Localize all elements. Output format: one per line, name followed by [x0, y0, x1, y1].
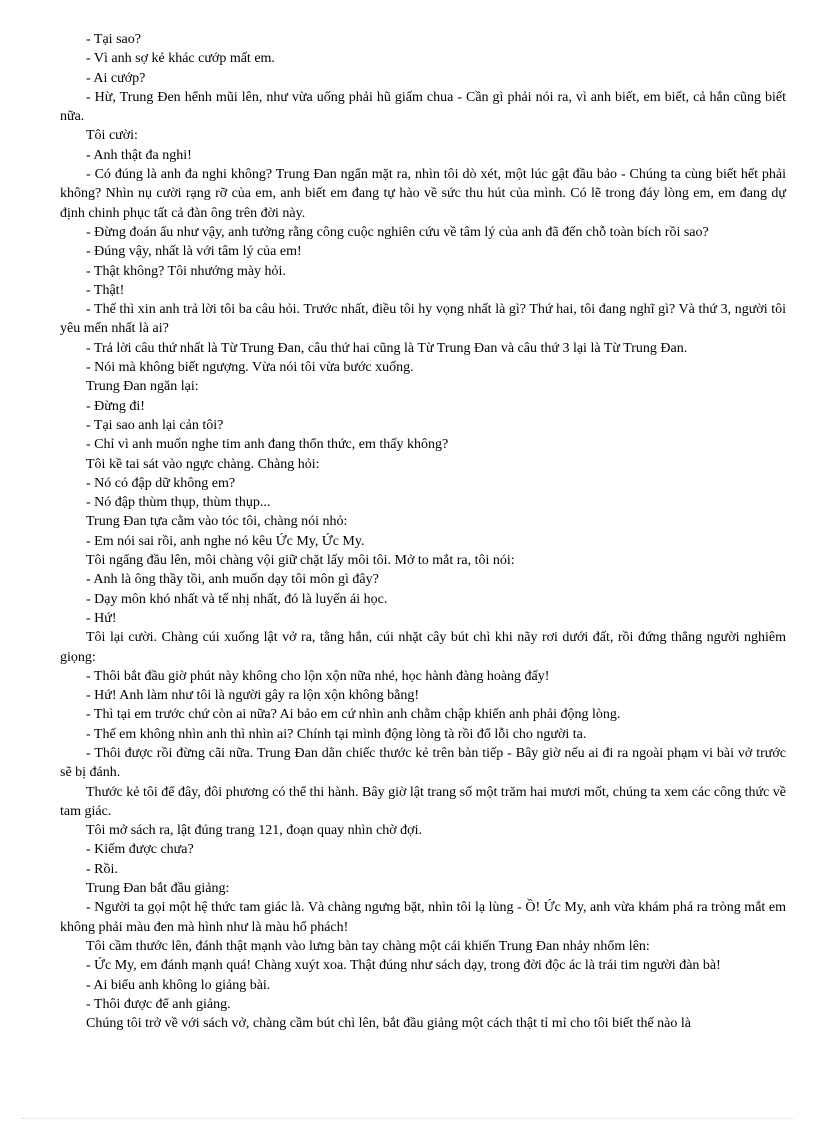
- paragraph: Thước kẻ tôi để đây, đôi phương có thể thi hành. Bây giờ lật trang số một trăm hai mươi mốt, chúng ta xem các công thức về tam giác.: [60, 784, 786, 819]
- paragraph: - Hừ, Trung Đen hểnh mũi lên, như vừa uống phải hũ giấm chua - Cần gì phải nói ra, vì anh biết, em biết, cả hắn cũng biết nữa.: [60, 89, 786, 125]
- paragraph: - Trả lời câu thứ nhất là Từ Trung Đan, câu thứ hai cũng là Từ Trung Đan và câu thứ 3 lại là Từ Trung Đan.: [86, 340, 688, 356]
- paragraph: - Thôi được để anh giảng.: [86, 996, 231, 1012]
- paragraph: - Thôi bắt đầu giờ phút này không cho lộn xộn nữa nhé, học hành đàng hoàng đấy!: [86, 668, 550, 684]
- paragraph: - Chỉ vì anh muốn nghe tim anh đang thổn thức, em thấy không?: [86, 437, 449, 453]
- paragraph: - Anh là ông thầy tồi, anh muốn dạy tôi môn gì đây?: [86, 572, 379, 588]
- paragraph: - Nó đập thùm thụp, thùm thụp...: [86, 495, 271, 511]
- paragraph: - Ai biểu anh không lo giảng bài.: [86, 977, 271, 993]
- paragraph: - Thì tại em trước chứ còn ai nữa? Ai bảo em cứ nhìn anh chằm chập khiến anh phải động lòng.: [86, 707, 621, 723]
- paragraph: Trung Đan tựa cằm vào tóc tôi, chàng nói nhỏ:: [86, 514, 348, 530]
- paragraph: Tôi cười:: [86, 128, 138, 144]
- paragraph: Tôi kề tai sát vào ngực chàng. Chàng hỏi:: [86, 456, 320, 472]
- paragraph: - Anh thật đa nghi!: [86, 147, 192, 163]
- paragraph: - Hứ!: [86, 610, 117, 626]
- paragraph: - Đúng vậy, nhất là với tâm lý của em!: [86, 244, 302, 260]
- paragraph: - Thế em không nhìn anh thì nhìn ai? Chính tại mình động lòng tà rồi đổ lỗi cho người ta.: [86, 726, 587, 742]
- paragraph: - Đừng đoán ẩu như vậy, anh tưởng rằng công cuộc nghiên cứu về tâm lý của anh đã đến chỗ toàn bích rồi sao?: [86, 224, 709, 240]
- paragraph: - Người ta gọi một hệ thức tam giác là. Và chàng ngưng bặt, nhìn tôi lạ lùng - Ồ! Ức My, anh vừa khám phá ra tròng mắt em không phải màu đen mà hình như là màu hổ phách!: [60, 900, 786, 935]
- paragraph: - Đừng đi!: [86, 398, 145, 414]
- paragraph: Tôi cầm thước lên, đánh thật mạnh vào lưng bàn tay chàng một cái khiến Trung Đan nhảy nhổm lên:: [86, 938, 650, 954]
- paragraph: - Thật không? Tôi nhướng mày hỏi.: [86, 263, 286, 279]
- paragraph: - Nói mà không biết ngượng. Vừa nói tôi vừa bước xuống.: [86, 360, 414, 376]
- paragraph: - Vì anh sợ kẻ khác cướp mất em.: [86, 51, 275, 67]
- paragraph: - Thôi được rồi đừng cãi nữa. Trung Đan dằn chiếc thước kẻ trên bàn tiếp - Bây giờ nếu ai đi ra ngoài phạm vi bài vở trước sẽ bị đánh.: [60, 745, 786, 781]
- paragraph: - Dạy môn khó nhất và tế nhị nhất, đó là luyến ái học.: [86, 591, 388, 607]
- paragraph: - Ai cướp?: [86, 70, 146, 86]
- paragraph: - Tại sao anh lại cản tôi?: [86, 417, 224, 433]
- paragraph: - Em nói sai rồi, anh nghe nó kêu Ức My, Ức My.: [86, 533, 365, 549]
- paragraph: - Thật!: [86, 282, 125, 298]
- paragraph: Tôi lại cười. Chàng cúi xuống lật vở ra, tằng hắn, cúi nhặt cây bút chì khi nãy rơi dưới đất, rồi đứng thẳng người nghiêm giọng:: [60, 630, 786, 665]
- paragraph: - Thế thì xin anh trả lời tôi ba câu hỏi. Trước nhất, điều tôi hy vọng nhất là gì? Thứ hai, tôi đang nghĩ gì? Và thứ 3, người tôi yêu mến nhất là ai?: [60, 302, 786, 337]
- paragraph: Trung Đan bắt đầu giảng:: [86, 881, 230, 897]
- paragraph: Tôi ngẩng đầu lên, môi chàng vội giữ chặt lấy môi tôi. Mở to mắt ra, tôi nói:: [86, 553, 515, 569]
- paragraph: - Kiếm được chưa?: [86, 842, 194, 858]
- paragraph: Trung Đan ngăn lại:: [86, 379, 199, 395]
- paragraph: - Hứ! Anh làm như tôi là người gây ra lộn xộn không bằng!: [86, 688, 420, 704]
- paragraph: - Nó có đập dữ không em?: [86, 475, 236, 491]
- paragraph: - Ức My, em đánh mạnh quá! Chàng xuýt xoa. Thật đúng như sách dạy, trong đời độc ác là trái tim người đàn bà!: [86, 958, 721, 974]
- paragraph: - Tại sao?: [86, 32, 141, 47]
- paragraph: Tôi mở sách ra, lật đúng trang 121, đoạn quay nhìn chờ đợi.: [86, 823, 422, 839]
- document-page: [60, 30, 786, 1033]
- page-edge-divider: [22, 1118, 794, 1119]
- paragraph: Chúng tôi trở về với sách vở, chàng cầm bút chì lên, bắt đầu giảng một cách thật tỉ mỉ cho tôi biết thế nào là: [86, 1016, 692, 1032]
- paragraph: - Rồi.: [86, 861, 118, 877]
- paragraph: - Có đúng là anh đa nghi không? Trung Đan ngẩn mặt ra, nhìn tôi dò xét, một lúc gật đầu bảo - Chúng ta cùng biết hết phải không? Nhìn nụ cười rạng rỡ của em, anh biết em đang tự hào về sức thu hút của mình. Có lẽ trong đáy lòng em, em đang dự định chinh phục tất cả đàn ông trên đời này.: [60, 167, 786, 221]
